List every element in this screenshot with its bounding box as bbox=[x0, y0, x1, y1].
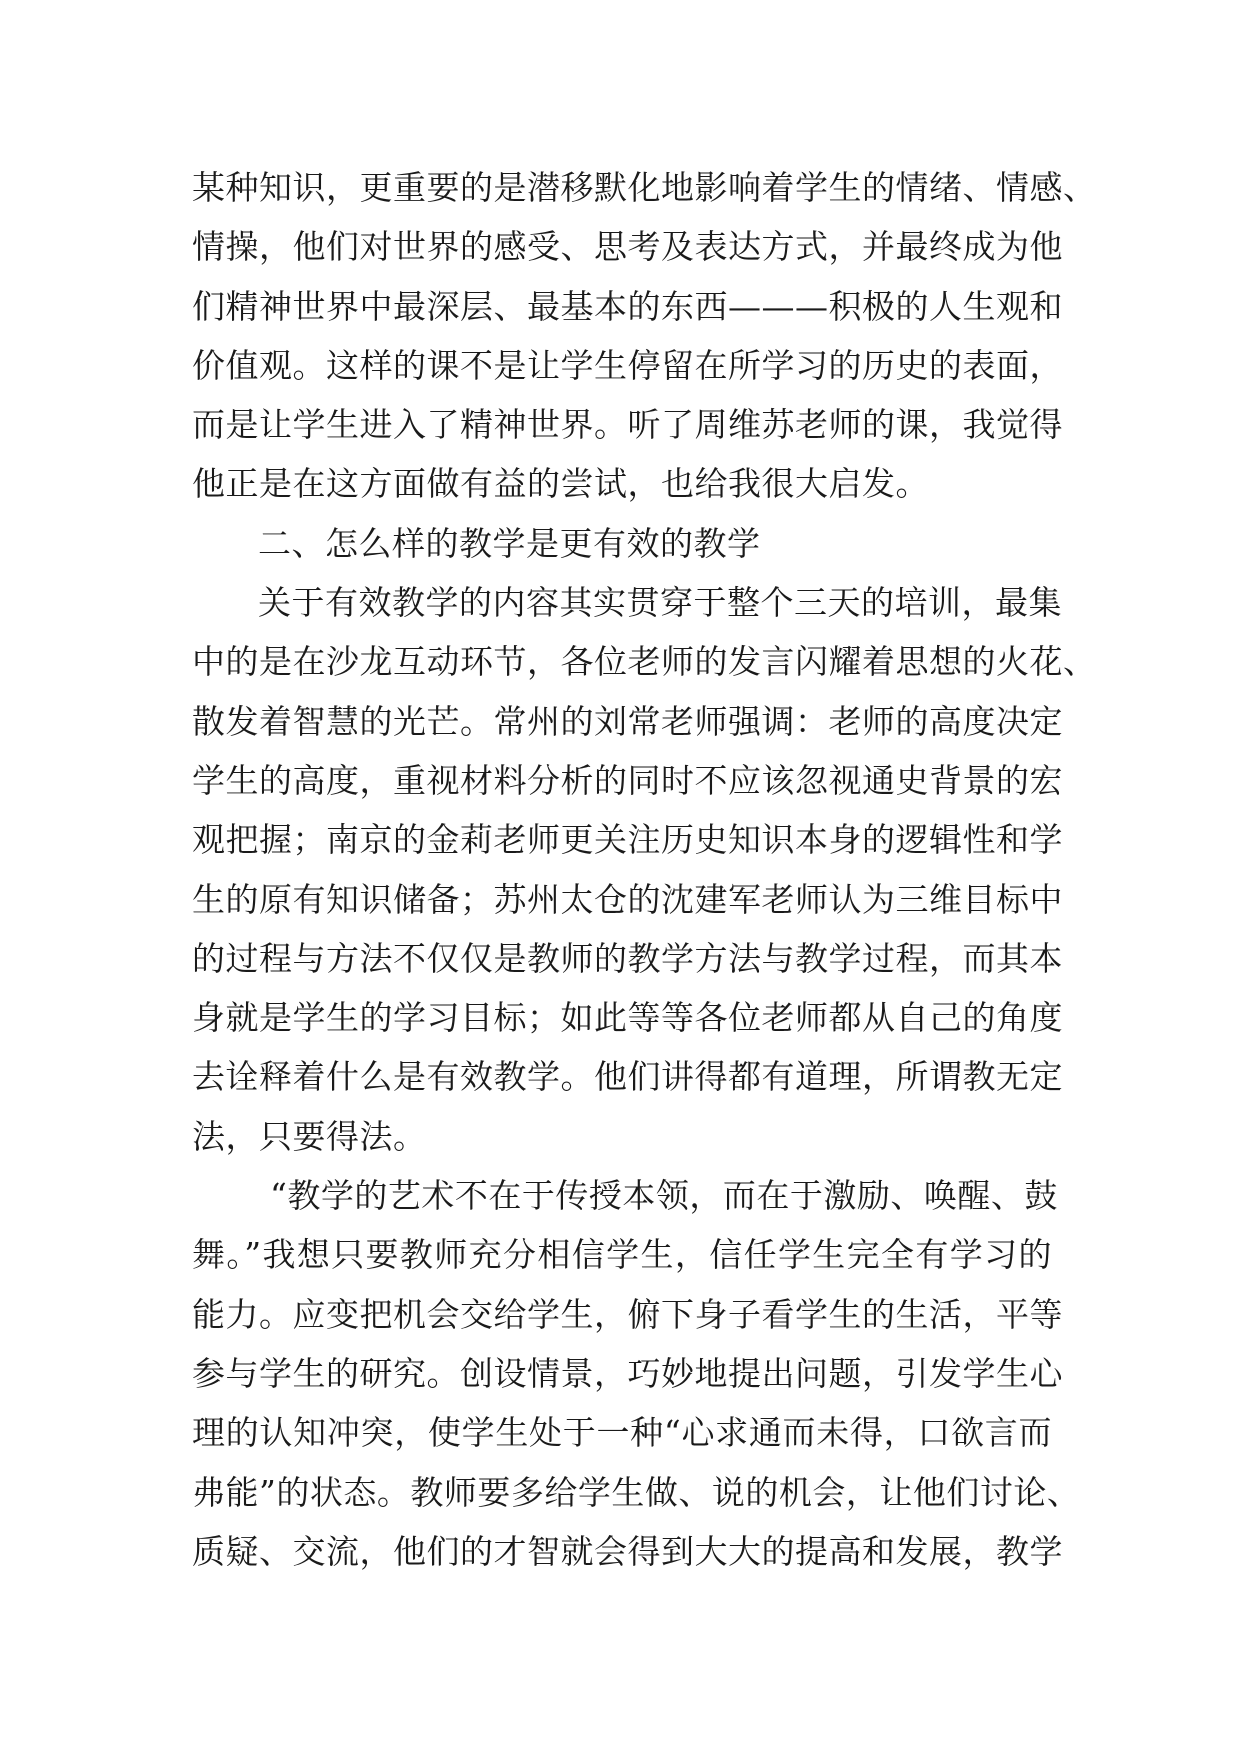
text-line: 关于有效教学的内容其实贯穿于整个三天的培训，最集 bbox=[258, 583, 1062, 623]
text-line: 去诠释着什么是有效教学。他们讲得都有道理，所谓教无定 bbox=[192, 1057, 1063, 1097]
text-line: 质疑、交流，他们的才智就会得到大大的提高和发展，教学 bbox=[192, 1531, 1063, 1571]
text-line: 舞。”我想只要教师充分相信学生，信任学生完全有学习的 bbox=[192, 1235, 1052, 1275]
body-text bbox=[192, 158, 1097, 1581]
text-line: 他正是在这方面做有益的尝试，也给我很大启发。 bbox=[192, 464, 929, 504]
text-line: 某种知识，更重要的是潜移默化地影响着学生的情绪、情感、 bbox=[192, 168, 1097, 207]
text-line: 理的认知冲突，使学生处于一种“心求通而未得，口欲言而 bbox=[192, 1413, 1052, 1453]
text-line: 中的是在沙龙互动环节，各位老师的发言闪耀着思想的火花、 bbox=[192, 642, 1097, 682]
text-line: 法，只要得法。 bbox=[192, 1116, 427, 1156]
text-line: 们精神世界中最深层、最基本的东西———积极的人生观和 bbox=[192, 286, 1063, 326]
section-heading: 二、怎么样的教学是更有效的教学 bbox=[258, 523, 761, 563]
text-line: 的过程与方法不仅仅是教师的教学方法与教学过程，而其本 bbox=[192, 938, 1063, 978]
text-line: 情操，他们对世界的感受、思考及表达方式，并最终成为他 bbox=[192, 227, 1063, 267]
text-line: 散发着智慧的光芒。常州的刘常老师强调：老师的高度决定 bbox=[192, 701, 1063, 741]
text-line: 参与学生的研究。创设情景，巧妙地提出问题，引发学生心 bbox=[192, 1353, 1063, 1393]
text-line: 弗能”的状态。教师要多给学生做、说的机会，让他们讨论、 bbox=[192, 1472, 1081, 1512]
text-line: 观把握；南京的金莉老师更关注历史知识本身的逻辑性和学 bbox=[192, 820, 1063, 860]
text-line: 能力。应变把机会交给学生，俯下身子看学生的生活，平等 bbox=[192, 1294, 1063, 1334]
text-line: 身就是学生的学习目标；如此等等各位老师都从自己的角度 bbox=[192, 998, 1063, 1038]
text-line: 学生的高度，重视材料分析的同时不应该忽视通史背景的宏 bbox=[192, 760, 1063, 800]
text-line: 生的原有知识储备；苏州太仓的沈建军老师认为三维目标中 bbox=[192, 879, 1063, 919]
text-line: 而是让学生进入了精神世界。听了周维苏老师的课，我觉得 bbox=[192, 405, 1063, 445]
text-line: 价值观。这样的课不是让学生停留在所学习的历史的表面， bbox=[192, 345, 1063, 385]
text-line: “教学的艺术不在于传授本领，而在于激励、唤醒、鼓 bbox=[270, 1176, 1058, 1216]
